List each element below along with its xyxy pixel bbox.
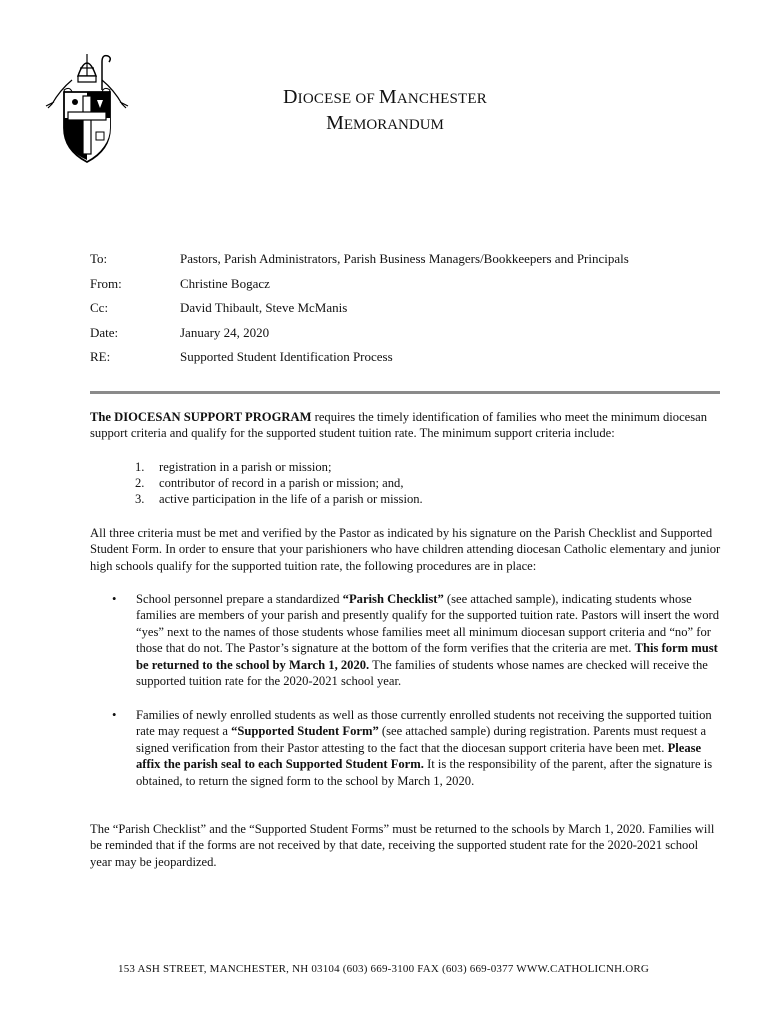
memo-row-from: [90, 274, 629, 299]
bullet-parish-checklist: • School personnel prepare a standardized “Parish Checklist” (see attached sample), indicating students whose families are members of your parish and presently qualify for the supported tuition rate. Pastors will insert the word “yes” next to the names of those students whose families meet all minimum diocesan support criteria and “no” for those that do not. The Pastor’s signature at the bottom of the form verifies that the criteria are met. This form must be returned to the school by March 1, 2020. The families of students whose names are checked will receive the supported tuition rate for the 2020-2021 school year.: [112, 592, 720, 689]
footer-address: 153 ASH STREET, MANCHESTER, NH 03104 (603) 669-3100 FAX (603) 669-0377 WWW.CATHOLICNH.ORG: [118, 963, 650, 975]
memo-value: January 24, 2020: [180, 324, 270, 340]
criteria-list: [135, 459, 423, 508]
bullet-supported-student-form: • Families of newly enrolled students as well as those currently enrolled students not receiving the supported tuition rate may request a “Supported Student Form” (see attached sample) during registration. Parents must request a signed verification from their Pastor attesting to the fact that the diocesan support criteria have been met. Please affix the parish seal to each Supported Student Form. It is the responsibility of the parent, after the signature is obtained, to return the signed form to the school by March 1, 2020.: [112, 708, 713, 788]
intro-paragraph: The DIOCESAN SUPPORT PROGRAM requires the timely identification of families who meet the minimum diocesan support criteria and qualify for the supported student tuition rate. The minimum support criteria include:: [90, 410, 708, 441]
memo-value: Pastors, Parish Administrators, Parish Business Managers/Bookkeepers and Principals: [180, 251, 629, 266]
list-item: 1. registration in a parish or mission;: [135, 460, 332, 474]
memo-value: Christine Bogacz: [180, 275, 270, 291]
memo-label: RE:: [90, 349, 111, 364]
memo-label: To:: [90, 251, 108, 266]
list-item: 2. contributor of record in a parish or mission; and,: [135, 476, 404, 491]
memo-value: Supported Student Identification Process: [180, 349, 393, 364]
page-subtitle: MEMORANDUM: [326, 112, 444, 134]
memo-row-to: [90, 249, 629, 274]
memo-label: Cc:: [90, 300, 109, 315]
memo-row-date: [90, 323, 629, 348]
closing-paragraph: The “Parish Checklist” and the “Supported Student Forms” must be returned to the schools by March 1, 2020. Families will be reminded that if the forms are not received by that date, receiving the supported student rate for the 2020-2021 school year may be jeopardized.: [90, 822, 715, 869]
divider: [90, 391, 720, 394]
list-item: 3. active participation in the life of a parish or mission.: [135, 492, 423, 507]
procedure-paragraph: All three criteria must be met and verified by the Pastor as indicated by his signature on the Parish Checklist and Supported Student Form. In order to ensure that your parishioners who have children attending diocesan Catholic elementary and junior high schools qualify for the supported tuition rate, the following procedures are in place:: [90, 526, 721, 573]
memo-label: Date:: [90, 324, 119, 340]
memo-value: David Thibault, Steve McManis: [180, 300, 348, 315]
memo-row-re: [90, 347, 629, 372]
bullet-icon: •: [112, 708, 117, 722]
memo-label: From:: [90, 275, 122, 291]
memo-row-cc: [90, 298, 629, 323]
bullet-icon: •: [112, 592, 117, 606]
memo-header: [90, 249, 629, 372]
page-title: DIOCESE OF MANCHESTER: [283, 86, 487, 108]
